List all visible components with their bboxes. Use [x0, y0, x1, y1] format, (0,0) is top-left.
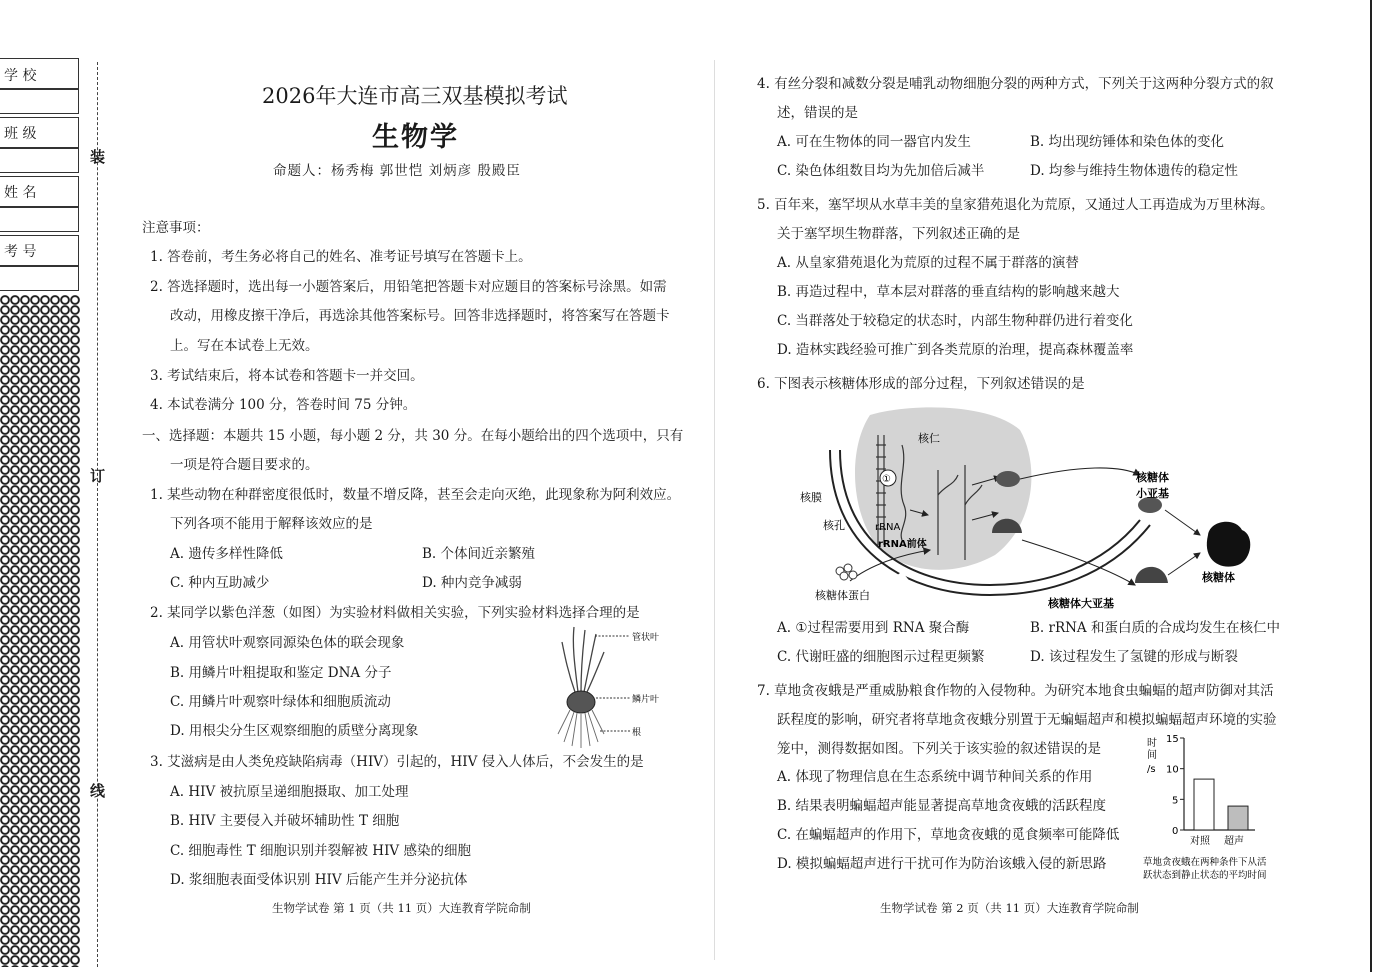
exam-title: 2026年大连市高三双基模拟考试	[262, 84, 568, 108]
label-rrna-precursor: rRNA前体	[878, 539, 927, 550]
label-nucleolus: 核仁	[918, 432, 940, 445]
q5-option-d[interactable]: D. 造林实践经验可推广到各类荒原的治理，提高森林覆盖率	[777, 342, 1134, 358]
fig-label-scale-leaf: 鳞片叶	[632, 695, 660, 705]
authors-line: 命题人：杨秀梅 郭世恺 刘炳彦 殷殿臣	[273, 163, 521, 179]
class-label: 班 级	[4, 126, 37, 142]
q5-stem-cont: 关于塞罕坝生物群落，下列叙述正确的是	[777, 226, 1020, 242]
note-line: 4. 本试卷满分 100 分，答卷时间 75 分钟。	[150, 397, 417, 413]
q1-option-c[interactable]: C. 种内互助减少	[170, 575, 270, 591]
q4-option-c[interactable]: C. 染色体组数目均为先加倍后减半	[777, 163, 985, 179]
q1-option-a[interactable]: A. 遗传多样性降低	[170, 546, 283, 562]
q2-stem: 2. 某同学以紫色洋葱（如图）为实验材料做相关实验，下列实验材料选择合理的是	[150, 605, 640, 621]
label-rrna: rRNA	[875, 522, 901, 533]
section-heading: 一、选择题：本题共 15 小题，每小题 2 分，共 30 分。在每小题给出的四个选项中，只有	[142, 428, 684, 444]
q3-option-c[interactable]: C. 细胞毒性 T 细胞识别并裂解被 HIV 感染的细胞	[170, 843, 471, 859]
name-label: 姓 名	[4, 185, 37, 201]
ribosomal-protein-icon	[836, 564, 857, 580]
large-subunit-cytoplasm	[1135, 567, 1168, 583]
q7-bar-chart	[1140, 730, 1300, 882]
q6-option-a[interactable]: A. ①过程需要用到 RNA 聚合酶	[777, 620, 970, 636]
q3-option-a[interactable]: A. HIV 被抗原呈递细胞摄取、加工处理	[170, 784, 409, 800]
subject-title: 生物学	[372, 122, 459, 153]
q4-option-d[interactable]: D. 均参与维持生物体遗传的稳定性	[1030, 163, 1238, 179]
chart-y-tick-label: 15	[1166, 734, 1179, 745]
q7-option-a[interactable]: A. 体现了物理信息在生态系统中调节种间关系的作用	[777, 769, 1093, 785]
q7-option-b[interactable]: B. 结果表明蝙蝠超声能显著提高草地贪夜蛾的活跃程度	[777, 798, 1107, 814]
q6-stem: 6. 下图表示核糖体形成的部分过程，下列叙述错误的是	[757, 376, 1085, 392]
note-line: 改动，用橡皮擦干净后，再选涂其他答案标号。回答非选择题时，将答案写在答题卡	[170, 308, 670, 324]
q5-option-b[interactable]: B. 再造过程中，草本层对群落的垂直结构的影响越来越大	[777, 284, 1120, 300]
q2-option-d[interactable]: D. 用根尖分生区观察细胞的质壁分离现象	[170, 723, 419, 739]
q1-option-d[interactable]: D. 种内竞争减弱	[422, 575, 522, 591]
q6-option-c[interactable]: C. 代谢旺盛的细胞图示过程更频繁	[777, 649, 985, 665]
q7-option-c[interactable]: C. 在蝙蝠超声的作用下，草地贪夜蛾的觅食频率可能降低	[777, 827, 1120, 843]
chart-y-tick-label: 5	[1172, 795, 1179, 807]
q6-option-d[interactable]: D. 该过程发生了氢键的形成与断裂	[1030, 649, 1238, 665]
assembled-ribosome	[1207, 522, 1250, 567]
q5-stem: 5. 百年来，塞罕坝从水草丰美的皇家猎苑退化为荒原，又通过人工再造成为万里林海。	[757, 197, 1274, 213]
section-heading-cont: 一项是符合题目要求的。	[170, 457, 319, 473]
footer-right: 生物学试卷 第 2 页（共 11 页）大连教育学院命制	[880, 901, 1139, 915]
label-nuclear-pore: 核孔	[823, 519, 845, 532]
q1-option-b[interactable]: B. 个体间近亲繁殖	[422, 546, 536, 562]
ribosome-formation-diagram	[790, 405, 1260, 615]
fig-label-root: 根	[632, 728, 642, 738]
chart-ylabel-part2: 间	[1147, 750, 1157, 761]
q3-stem: 3. 艾滋病是由人类免疫缺陷病毒（HIV）引起的，HIV 侵入人体后，不会发生的是	[150, 754, 644, 770]
blank-box	[0, 206, 79, 232]
q1-stem-cont: 下列各项不能用于解释该效应的是	[170, 516, 373, 532]
notes-heading: 注意事项：	[142, 220, 210, 236]
q7-option-d[interactable]: D. 模拟蝙蝠超声进行干扰可作为防治该蛾入侵的新思路	[777, 856, 1107, 872]
binding-char-ding: 订	[90, 467, 106, 485]
q4-stem-cont: 述，错误的是	[777, 105, 858, 121]
chart-caption-line2: 跃状态到静止状态的平均时间	[1143, 870, 1267, 881]
q4-option-b[interactable]: B. 均出现纺锤体和染色体的变化	[1030, 134, 1225, 150]
note-line: 2. 答选择题时，选出每一小题答案后，用铅笔把答题卡对应题目的答案标号涂黑。如需	[150, 279, 667, 295]
exam-number-label: 考 号	[4, 244, 37, 260]
label-nuclear-membrane: 核膜	[800, 491, 822, 504]
blank-box	[0, 147, 79, 173]
note-line: 1. 答卷前，考生务必将自己的姓名、准考证号填写在答题卡上。	[150, 249, 532, 265]
blank-box	[0, 265, 79, 291]
school-label: 学 校	[4, 68, 37, 84]
label-large-subunit: 核糖体大亚基	[1048, 597, 1114, 610]
q3-option-d[interactable]: D. 浆细胞表面受体识别 HIV 后能产生并分泌抗体	[170, 872, 468, 888]
binding-char-zhuang: 装	[90, 148, 106, 166]
q7-stem-cont: 跃程度的影响，研究者将草地贪夜蛾分别置于无蝙蝠超声和模拟蝙蝠超声环境的实验	[777, 712, 1277, 728]
nuclear-pore	[900, 573, 908, 583]
small-subunit-in-nucleus	[996, 471, 1020, 487]
q2-option-b[interactable]: B. 用鳞片叶粗提取和鉴定 DNA 分子	[170, 665, 392, 681]
decorative-pattern-strip	[0, 295, 80, 967]
note-line: 上。写在本试卷上无效。	[170, 338, 319, 354]
q3-option-b[interactable]: B. HIV 主要侵入并破坏辅助性 T 细胞	[170, 813, 400, 829]
q4-stem: 4. 有丝分裂和减数分裂是哺乳动物细胞分裂的两种方式，下列关于这两种分裂方式的叙	[757, 76, 1274, 92]
q6-option-b[interactable]: B. rRNA 和蛋白质的合成均发生在核仁中	[1030, 620, 1280, 636]
page-divider	[714, 60, 715, 960]
label-ribosomal-protein: 核糖体蛋白	[815, 589, 870, 602]
note-line: 3. 考试结束后，将本试卷和答题卡一并交回。	[150, 368, 424, 384]
label-small-subunit-2: 小亚基	[1136, 487, 1169, 500]
q4-option-a[interactable]: A. 可在生物体的同一器官内发生	[777, 134, 971, 150]
chart-ylabel-part1: 时	[1147, 738, 1157, 749]
chart-y-tick-label: 10	[1166, 764, 1179, 776]
step-1-label: ①	[882, 474, 891, 485]
q5-option-a[interactable]: A. 从皇家猎苑退化为荒原的过程不属于群落的演替	[777, 255, 1079, 271]
chart-bar-control	[1194, 779, 1214, 830]
footer-left: 生物学试卷 第 1 页（共 11 页）大连教育学院命制	[272, 901, 531, 915]
q5-option-c[interactable]: C. 当群落处于较稳定的状态时，内部生物种群仍进行着变化	[777, 313, 1133, 329]
chart-category-label: 超声	[1224, 836, 1244, 847]
chart-caption-line1: 草地贪夜蛾在两种条件下从活	[1143, 857, 1267, 868]
binding-char-xian: 线	[90, 782, 106, 800]
chart-category-label: 对照	[1190, 836, 1210, 847]
label-small-subunit-1: 核糖体	[1136, 471, 1169, 484]
chart-ylabel-part3: /s	[1147, 764, 1156, 775]
chart-y-tick-label: 0	[1172, 826, 1179, 837]
page-edge	[1370, 0, 1372, 972]
q2-option-a[interactable]: A. 用管状叶观察同源染色体的联会现象	[170, 635, 405, 651]
q7-stem: 7. 草地贪夜蛾是严重威胁粮食作物的入侵物种。为研究本地食虫蝙蝠的超声防御对其活	[757, 683, 1274, 699]
blank-box	[0, 88, 79, 114]
binding-dashed-line	[97, 62, 98, 967]
onion-figure	[550, 622, 670, 752]
fig-label-tubular-leaf: 管状叶	[632, 633, 660, 643]
onion-bulb	[567, 691, 595, 713]
chart-bar-ultrasound	[1228, 806, 1248, 830]
q2-option-c[interactable]: C. 用鳞片叶观察叶绿体和细胞质流动	[170, 694, 391, 710]
q7-stem-cont2: 笼中，测得数据如图。下列关于该实验的叙述错误的是	[777, 741, 1101, 757]
q1-stem: 1. 某些动物在种群密度很低时，数量不增反降，甚至会走向灭绝，此现象称为阿利效应。	[150, 487, 681, 503]
label-ribosome: 核糖体	[1202, 571, 1235, 584]
